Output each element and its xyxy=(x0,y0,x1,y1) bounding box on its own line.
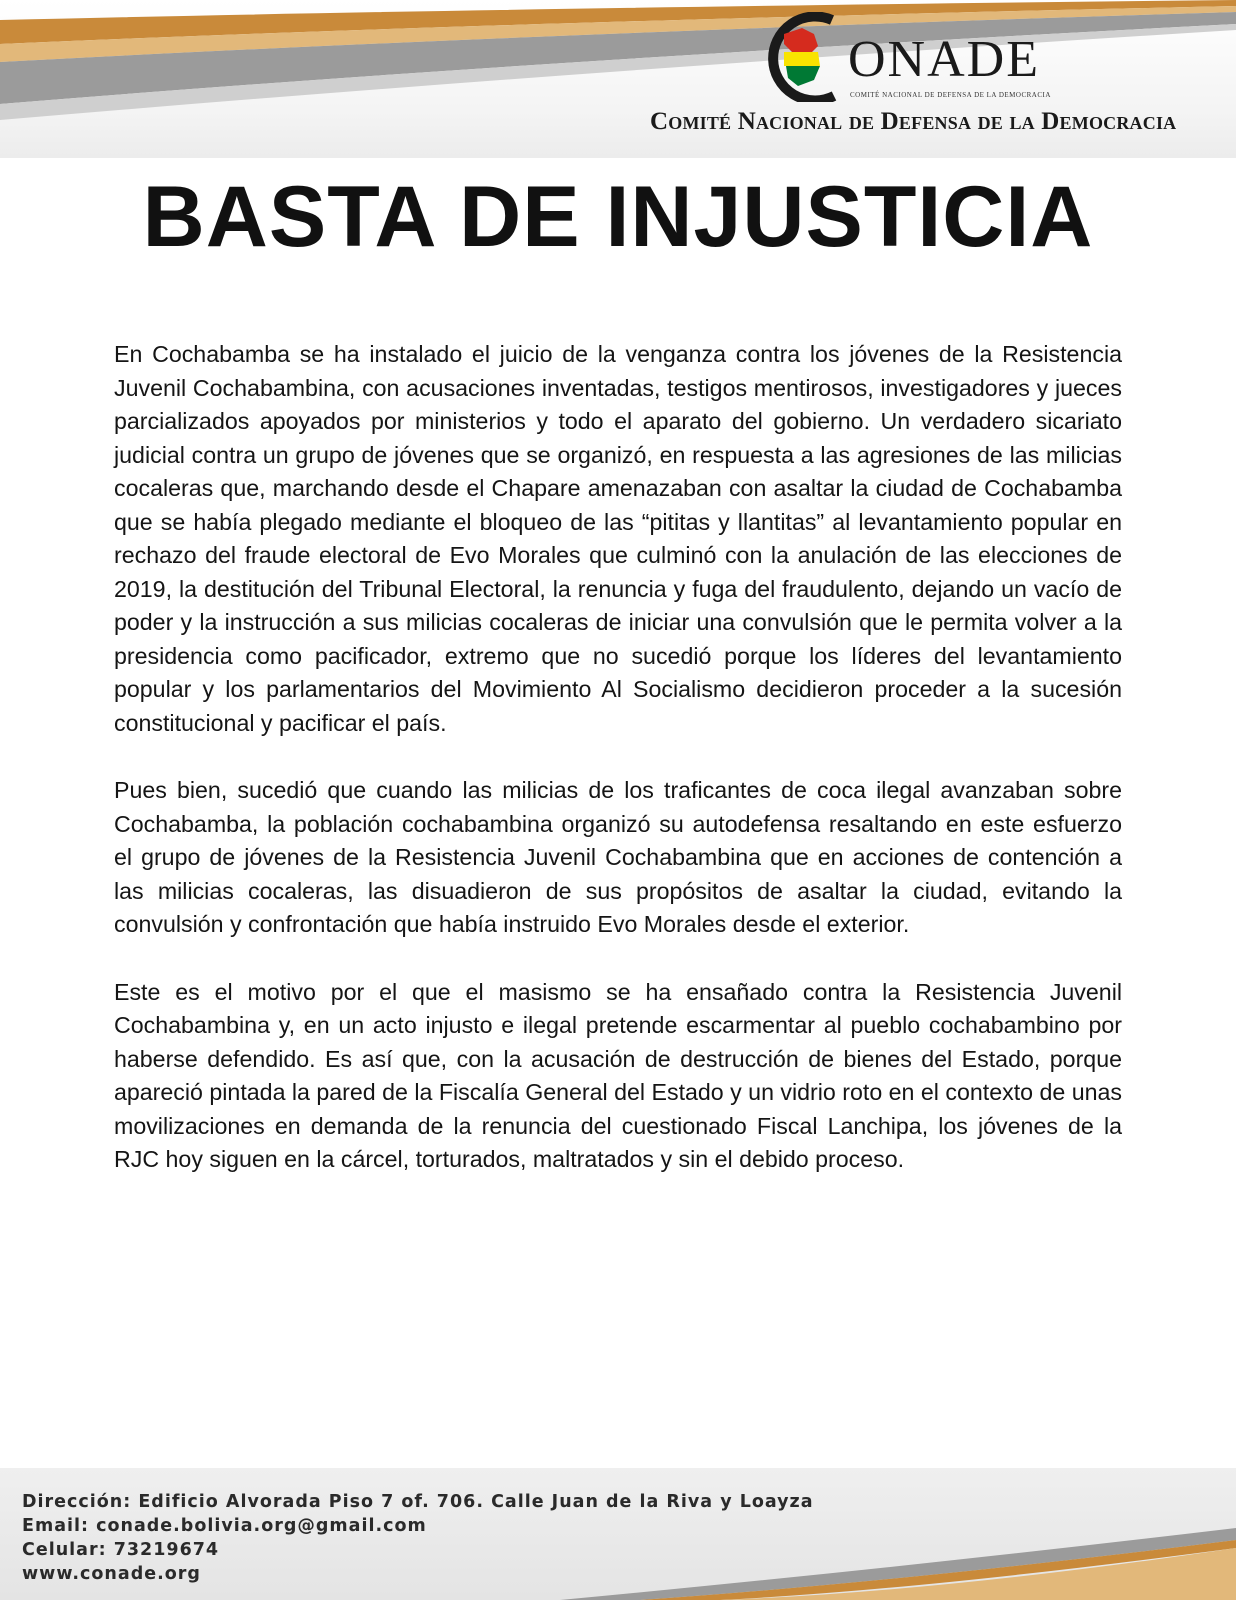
logo-wordmark: ONADE xyxy=(848,31,1040,88)
organization-name: Comité Nacional de Defensa de la Democracia xyxy=(650,108,1177,135)
footer-contact xyxy=(22,1490,814,1586)
footer-phone: Celular: 73219674 xyxy=(22,1540,220,1560)
footer-website: www.conade.org xyxy=(22,1564,201,1584)
page-title: BASTA DE INJUSTICIA xyxy=(142,169,1094,265)
paragraph-2: Pues bien, sucedió que cuando las milicias de los traficantes de coca ilegal avanzaban sobre Cochabamba, la población cochabambina organizó su autodefensa resaltando en este esfuerzo el grupo de jóvenes de la Resistencia Juvenil Cochabambina que en acciones de contención a las milicias cocaleras, las disuadieron de sus propósitos de asaltar la ciudad, evitando la convulsión y confrontación que había instruido Evo Morales desde el exterior. xyxy=(114,777,1122,937)
document-body xyxy=(114,338,1122,1211)
footer-address: Dirección: Edificio Alvorada Piso 7 of. 706. Calle Juan de la Riva y Loayza xyxy=(22,1492,814,1512)
bolivia-map-icon xyxy=(784,28,820,86)
logo-tagline: COMITÉ NACIONAL DE DEFENSA DE LA DEMOCRACIA xyxy=(850,91,1051,99)
footer-email: Email: conade.bolivia.org@gmail.com xyxy=(22,1516,427,1536)
paragraph-3: Este es el motivo por el que el masismo se ha ensañado contra la Resistencia Juvenil Cochabambina y, en un acto injusto e ilegal pretende escarmentar al pueblo cochabambino por haberse defendido. Es así que, con la acusación de destrucción de bienes del Estado, porque apareció pintada la pared de la Fiscalía General del Estado y un vidrio roto en el contexto de unas movilizaciones en demanda de la renuncia del cuestionado Fiscal Lanchipa, los jóvenes de la RJC hoy siguen en la cárcel, torturados, maltratados y sin el debido proceso. xyxy=(114,978,1122,1172)
paragraph-1: En Cochabamba se ha instalado el juicio de la venganza contra los jóvenes de la Resistencia Juvenil Cochabambina, con acusaciones inventadas, testigos mentirosos, investigadores y jueces parcializados apoyados por ministerios y todo el aparato del gobierno. Un verdadero sicariato judicial contra un grupo de jóvenes que se organizó, en respuesta a las agresiones de las milicias cocaleras que, marchando desde el Chapare amenazaban con asaltar la ciudad de Cochabamba que se había plegado mediante el bloqueo de las “pititas y llantitas” al levantamiento popular en rechazo del fraude electoral de Evo Morales que culminó con la anulación de las elecciones de 2019, la destitución del Tribunal Electoral, la renuncia y fuga del fraudulento, dejando un vacío de poder y la instrucción a sus milicias cocaleras de iniciar una convulsión que le permita volver a la presidencia como pacificador, extremo que no sucedió porque los líderes del levantamiento popular y los parlamentarios del Movimiento Al Socialismo decidieron proceder a la sucesión constitucional y pacificar el país. xyxy=(114,341,1122,736)
